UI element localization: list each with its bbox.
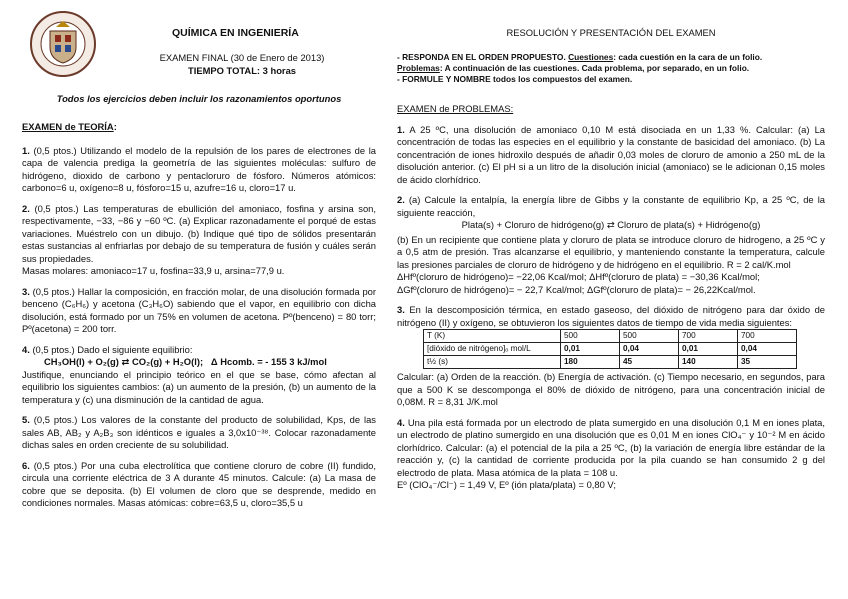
half-life-table [423,329,797,369]
exam-date: EXAMEN FINAL (30 de Enero de 2013) [159,52,325,63]
instructions-line-3: - FORMULE Y NOMBRE todos los compuestos del examen. [397,74,633,85]
table-cell: 500 [620,330,679,343]
theory-q3: 3. (0,5 ptos.) Hallar la composición, en fracción molar, de una disolución formada por benceno (C₆H₆) y acetona (C₃H₆O) sabiendo que el vapor, en equilibrio con dicha disolución, está formado por un 75% en volumen de acetona. Pº(benceno) = 80 torr; Pº(acetona) = 200 torr. [22,285,377,334]
problem-3: Calcular: (a) Orden de la reacción. (b) Energía de activación. (c) Tiempo necesario, en segundos, para que a 500 K se descomponga el 80% de dióxido de nitrógeno, para una concentración inicial de 0,08M. R = 8,31 J/K.mol [397,371,825,407]
instructions-title: RESOLUCIÓN Y PRESENTACIÓN DEL EXAMEN [506,27,716,38]
theory-section: EXAMEN de TEORÍA: 1. (0,5 ptos.) Utilizando el modelo de la repulsión de los pares de electrones de la capa de valencia prediga la geometría de las siguientes moléculas: sulfuro de hidrógeno, dioxido de carbono y pentacloruro de fósforo. Números atómicos: carbono=6 u, oxígeno=8 u, fósforo=15 u, azufre=16 u, cloro=17 u. 2. (0,5 ptos.) Las temperaturas de ebullición del amoniaco, fosfina y arsina son, respectivamente, −33, −86 y −60 ºC. (a) Explicar razonadamente el porqué de estas variaciones. Muéstrelo con un dibujo. (b) Indique qué tipo de sólidos presentarán estas sustancias al enfriarlas por debajo de su temperatura de fusión y cuáles serán sus propiedades. Masas molares: amoniaco=17 u, fosfina=33,9 u, arsina=77,9 u. 3. (0,5 ptos.) Hallar la composición, en fracción molar, de una disolución formada por benceno (C₆H₆) y acetona (C₃H₆O) sabiendo que el vapor, en equilibrio con dicha disolución, está formado por un 75% en volumen de acetona. Pº(benceno) = 80 torr; Pº(acetona) = 200 torr. 4. (0,5 ptos.) Dado el siguiente equilibrio: CH₃OH(l) + O₂(g) ⇄ CO₂(g) + H₂O(l); Δ Hcomb. = - 155 3 kJ/mol Justifique, enunciando el principio teórico en el que se base, cómo afectan al equilibrio los siguientes cambios: (a) un aumento de la presión, (b) un aumento de la temperatura y (c) una disminución de la cantidad de agua. 5. (0,5 ptos.) Los valores de la constante del producto de solubilidad, Kps, de las sales AB, AB₂ y A₂B₃ son idénticos e iguales a 3,0x10⁻³⁸. Colocar razonadamente dichas sales en orden creciente de su solubilidad. 6. (0,5 ptos.) Por una cuba electrolítica que contiene cloruro de cobre (II) fundido, circula una corriente eléctrica de 3 A durante 45 minutos. Calcule: (a) La masa de cobre que se deposita. (b) El volumen de cloro que se desprende, medido en condiciones normales. Masas atómicas: cobre=63,5 u, cloro=35,5 u [22,121,377,508]
instructions-block [397,52,825,86]
problem-4: 4. Una pila está formada por un electrodo de plata sumergido en una disolución 0,1 M en iones plata, un electrodo de platino sumergido en una disolución que es 0,01 M en iones ClO₄⁻ y 10⁻² M en ácido clorhídrico. Calcular: (a) el potencial de la pila a 25 ºC, (b) la variación de energía libre estándar de la reacción y, (c) la cantidad de corriente producida por la pila cuando se han consumido 2 g del electrodo de plata. Masa atómica de la plata = 108 u. [397,416,825,478]
problem-2: (b) En un recipiente que contiene plata y cloruro de plata se introduce cloruro de hidrogeno, a 25 ºC y a 0,5 atm de presión. Tras alcanzarse el equilibrio, y manteniendo constante la temperatura, calcule las presiones parciales de cloruro de hidrógeno y de hidrógeno en el equilibrio. R = 2 cal/K.mol [397,233,825,270]
table-cell: 0,04 [738,343,797,356]
table-row [424,356,797,369]
theory-q6: 6. (0,5 ptos.) Por una cuba electrolítica que contiene cloruro de cobre (II) fundido, circula una corriente eléctrica de 3 A durante 45 minutos. Calcule: (a) La masa de cobre que se deposita. (b) El volumen de cloro que se desprende, medido en condiciones normales. Masas atómicas: cobre=63,5 u, cloro=35,5 u [22,459,376,508]
problem-2-intro: 2. (a) Calcule la entalpía, la energía libre de Gibbs y la constante de equilibrio Kp, a 25 ºC, de la siguiente reacción, [397,194,826,218]
table-cell: 500 [561,330,620,343]
table-cell: 0,01 [679,343,738,356]
problem-2-data-1: ΔHfº(cloruro de hidrógeno)= −22,06 Kcal/mol; ΔHfº(cloruro de plata) = −30,36 Kcal/mol; [397,271,760,282]
theory-q4-intro: 4. (0,5 ptos.) Dado el siguiente equilibrio: [22,343,193,355]
theory-q4: Justifique, enunciando el principio teórico en el que se base, cómo afectan al equilibrio los siguientes cambios: (a) un aumento de la presión, (b) un aumento de la temperatura y (c) una disminución de la cantidad de agua. [22,368,376,405]
exam-info [112,52,372,77]
table-cell: 35 [738,356,797,369]
problem-3-intro: 3. En la descomposición térmica, en estado gaseoso, del dióxido de nitrógeno para dar óxido de nitrógeno (II) y oxígeno, se obtuvieron los siguientes datos de tiempo de vida media siguientes: [397,304,826,328]
problem-2-data-2: ΔGfº(cloruro de hidrógeno)= − 22,7 Kcal/mol; ΔGfº(cloruro de plata)= − 26,22Kcal/mol. [397,283,756,295]
table-cell: 0,04 [620,343,679,356]
problem-1: 1. A 25 ºC, una disolución de amoniaco 0,10 M está disociada en un 1,33 %. Calcular: (a) La concentración de todas las especies en el equilibrio y la constante de basicidad del amoniaco. (b) La concentración de iones hidroxilo después de añadir 0,03 moles de cloruro de amonio a 250 mL de la disolución anterior. (c) El pH si a un litro de la disolución inicial (amoniaco) se le adicionan 0,15 moles de ácido clorhídrico. [397,123,825,185]
problem-4-potentials: Eº (ClO₄⁻/Cl⁻) = 1,49 V, Eº (ión plata/plata) = 0,80 V; [397,479,616,490]
table-cell: t½ (s) [424,356,561,369]
theory-q2-masses: Masas molares: amoniaco=17 u, fosfina=33,9 u, arsina=77,9 u. [22,265,285,276]
exam-header [22,27,376,41]
exam-time: TIEMPO TOTAL: 3 horas [188,64,296,76]
table-cell: 0,01 [561,343,620,356]
general-note: Todos los ejercicios deben incluir los razonamientos oportunos [56,93,342,104]
equilibrium-arrow-icon: ⇄ [121,356,130,367]
table-cell: 180 [561,356,620,369]
table-cell: 140 [679,356,738,369]
problems-section [397,103,825,492]
theory-q4-equation: CH₃OH(l) + O₂(g) ⇄ CO₂(g) + H₂O(l); Δ Hcomb. = - 155 3 kJ/mol [44,356,327,367]
table-cell: 700 [738,330,797,343]
instructions-line-2: Problemas: A continuación de las cuestiones. Cada problema, por separado, en un folio. [397,63,750,74]
problem-2-equation: Plata(s) + Cloruro de hidrógeno(g) ⇄ Cloruro de plata(s) + Hidrógeno(g) [461,219,761,230]
problems-heading: EXAMEN de PROBLEMAS: [397,103,514,114]
course-title: QUÍMICA EN INGENIERÍA [172,27,299,39]
table-cell: 45 [620,356,679,369]
equilibrium-arrow-icon: ⇄ [606,219,615,230]
instructions-line-1: - RESPONDA EN EL ORDEN PROPUESTO. Cuestiones: cada cuestión en la cara de un folio. [397,52,763,62]
university-seal-logo [28,9,98,79]
table-cell: 700 [679,330,738,343]
theory-q2: 2. (0,5 ptos.) Las temperaturas de ebullición del amoniaco, fosfina y arsina son, respectivamente, −33, −86 y −60 ºC. (a) Explicar razonadamente el porqué de estas variaciones. Muéstrelo con un dibujo. (b) Indique qué tipo de sólidos presentarán estas sustancias al enfriarlas por debajo de su temperatura de fusión y cuáles serán sus propiedades. [22,202,376,264]
theory-q5: 5. (0,5 ptos.) Los valores de la constante del producto de solubilidad, Kps, de las sales AB, AB₂ y A₂B₃ son idénticos e iguales a 3,0x10⁻³⁸. Colocar razonadamente dichas sales en orden creciente de su solubilidad. [22,414,376,450]
table-row [424,330,797,343]
table-cell: T (K) [424,330,561,343]
table-cell: [dióxido de nitrógeno]ₒ mol/L [424,343,561,356]
theory-q1: 1. (0,5 ptos.) Utilizando el modelo de la repulsión de los pares de electrones de la capa de valencia prediga la geometría de las siguientes moléculas: sulfuro de hidrógeno, dioxido de carbono y pentacloruro de fósforo. Números atómicos: carbono=6 u, oxígeno=8 u, fósforo=15 u, azufre=16 u, cloro=17 u. [22,144,376,193]
theory-heading: EXAMEN de TEORÍA [22,121,114,132]
table-row [424,343,797,356]
